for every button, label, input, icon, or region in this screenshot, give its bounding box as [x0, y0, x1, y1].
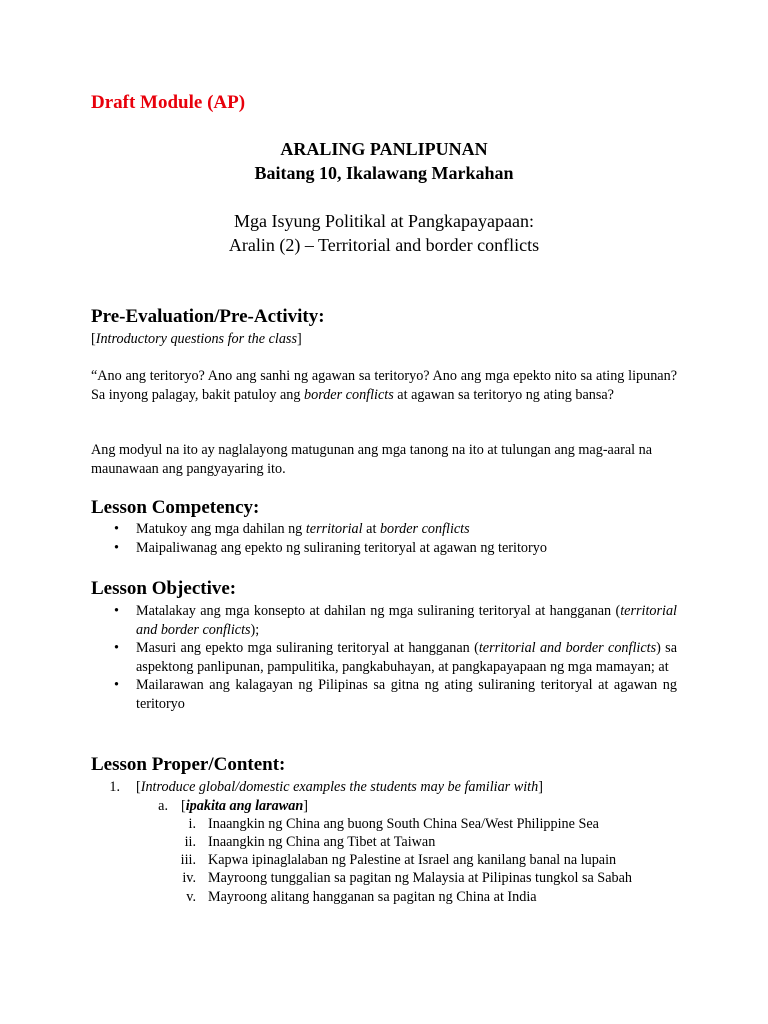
topic-title: Mga Isyung Politikal at Pangkapayapaan: — [234, 211, 534, 231]
list-item: • Masuri ang epekto mga suliraning teritoryal at hangganan (territorial and border conflicts) sa aspektong panlipunan, pampulitika, pangkabuhayan, at pangkapayapaan ng mga mamayan; at — [114, 639, 677, 676]
list-number: 1. — [109, 779, 120, 795]
list-item: • Matalakay ang mga konsepto at dahilan ng mga suliraning teritoryal at hangganan (territorial and border conflicts); — [114, 602, 677, 639]
pre-eval-note: [Introductory questions for the class] — [91, 331, 302, 347]
list-item: • Matukoy ang mga dahilan ng territorial at border conflicts — [114, 520, 677, 539]
pre-eval-paragraph: Ang modyul na ito ay naglalayong matugunan ang mga tanong na ito at tulungan ang mag-aaral na maunawaan ang pangyayaring ito. — [91, 442, 653, 477]
grade-title: Baitang 10, Ikalawang Markahan — [254, 163, 514, 183]
proper-heading: Lesson Proper/Content: — [91, 754, 286, 775]
pre-eval-heading: Pre-Evaluation/Pre-Activity: — [91, 306, 325, 327]
pre-eval-questions: “Ano ang teritoryo? Ano ang sanhi ng agawan sa teritoryo? Ano ang mga epekto nito sa ating lipunan? Sa inyong palagay, bakit patuloy ang border conflicts at agawan sa teritoryo ng ating bansa? — [91, 368, 677, 403]
list-item: • Mailarawan ang kalagayan ng Pilipinas sa gitna ng ating suliraning teritoryal at agawan ng teritoryo — [114, 676, 677, 713]
objective-heading: Lesson Objective: — [91, 578, 237, 599]
proper-sub-a-text: [ipakita ang larawan] — [181, 798, 308, 814]
competency-list — [114, 520, 677, 557]
draft-label: Draft Module (AP) — [91, 92, 246, 113]
lesson-title: Aralin (2) – Territorial and border conflicts — [228, 235, 540, 255]
list-item: • Maipaliwanag ang epekto ng suliraning teritoryal at agawan ng teritoryo — [114, 539, 677, 558]
competency-heading: Lesson Competency: — [91, 497, 260, 518]
document-page: Draft Module (AP) ARALING PANLIPUNAN Baitang 10, Ikalawang Markahan Mga Isyung Politikal at Pangkapayapaan: Aralin (2) – Territorial and border conflicts Pre-Evaluation/Pre-Activity: [Introductory questions for the class] “Ano ang teritoryo? Ano ang sanhi ng agawan sa teritoryo? Ano ang mga epekto nito sa ating lipunan? Sa inyong palagay, bakit patuloy ang border conflicts at agawan sa teritoryo ng ating bansa? Ang modyul na ito ay naglalayong matugunan ang mga tanong na ito at tulungan ang mag-aaral na maunawaan ang pangyayaring ito. Lesson Competency: • Matukoy ang mga dahilan ng territorial at border conflicts • Maipaliwanag ang epekto ng suliraning teritoryal at agawan ng teritoryo Lesson Objective: • Matalakay ang mga konsepto at dahilan ng mga suliraning teritoryal at hangganan (territorial and border conflicts); • Masuri ang epekto mga suliraning teritoryal at hangganan (territorial and border conflicts) sa aspektong panlipunan, pampulitika, pangkabuhayan, at pangkapayapaan ng mga mamayan; at • Mailarawan ang kalagayan ng Pilipinas sa gitna ng ating suliraning teritoryal at agawan ng teritoryo Lesson Proper/Content: 1. [Introduce global/domestic examples the students may be familiar with] a. [ipakita ang larawan] i. Inaangkin ng China ang buong South China Sea/West Philippine Sea ii. Inaangkin ng China ang Tibet at Taiwan iii. Kapwa ipinaglalaban ng Palestine at Israel ang kanilang banal na lupain iv. Mayroong tunggalian sa pagitan ng Malaysia at Pilipinas tungkol sa Sabah v. Mayroong alitang hangganan sa pagitan ng China at India — [0, 0, 768, 1024]
proper-item-1-text: [Introduce global/domestic examples the students may be familiar with] — [136, 779, 543, 795]
list-letter: a. — [158, 798, 168, 814]
subject-title: ARALING PANLIPUNAN — [280, 139, 488, 159]
objective-list — [114, 602, 677, 714]
